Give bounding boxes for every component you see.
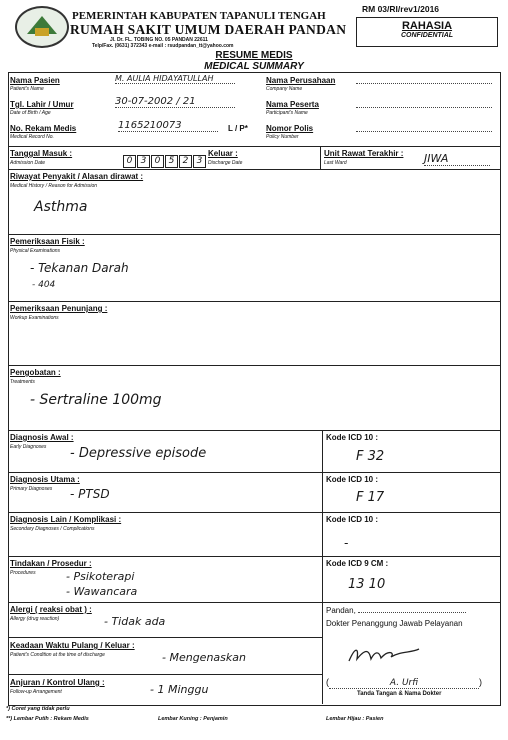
participant-field[interactable] [356,106,492,108]
company-sub: Company Name [266,86,303,92]
followup-label: Anjuran / Kontrol Ulang : [10,678,105,687]
admission-date-boxes[interactable] [123,150,207,168]
workup-label: Pemeriksaan Penunjang : [10,304,108,313]
other-icd-value[interactable]: - [344,536,349,550]
main-dx-sub: Primary Diagnoses [10,486,53,492]
procedure-sub: Procedures [10,570,36,576]
sign-place [326,606,466,615]
divider [322,430,323,602]
divider [8,234,500,235]
name-label: Nama Pasien [10,76,60,85]
main-dx-label: Diagnosis Utama : [10,475,80,484]
admission-sub: Admission Date [10,160,46,166]
allergy-label: Alergi ( reaksi obat ) : [10,605,92,614]
workup-sub: Workup Examinations [10,315,59,321]
patient-dob[interactable]: 30-07-2002 / 21 [115,96,235,108]
sign-date-dots[interactable] [358,612,466,613]
admission-label: Tanggal Masuk : [10,149,73,158]
policy-label: Nomor Polis [266,124,314,133]
patient-name[interactable]: M. AULIA HIDAYATULLAH [115,74,235,84]
early-icd-value[interactable]: F 32 [356,449,385,464]
sign-caption: Tanda Tangan & Nama Dokter [357,691,442,697]
exam-line-2[interactable]: - 404 [32,280,56,290]
divider [8,430,500,431]
doctor-name-line: ( A. Urfi ) [326,677,482,688]
main-icd-value[interactable]: F 17 [356,490,385,505]
form-code: RM 03/RI/rev1/2016 [362,4,440,14]
participant-label: Nama Peserta [266,100,319,109]
other-dx-sub: Secondary Diagnoses / Complications [10,526,95,532]
ward-sub: Last Ward [324,160,347,166]
participant-sub: Participant's Name [266,110,308,116]
policy-sub: Policy Number [266,134,299,140]
hospital-address: Jl. Dr. FL. TOBING NO. 05 PANDAN 22611 [110,37,208,43]
page-title: RESUME MEDIS [215,50,293,61]
early-icd-label: Kode ICD 10 : [326,433,379,442]
discharge-label: Keluar : [208,149,238,158]
divider [8,365,500,366]
mrn-label: No. Rekam Medis [10,124,77,133]
dob-sub: Date of Birth / Age [10,110,51,116]
divider [320,146,321,169]
footer-note-4: Lembar Hijau : Pasien [326,716,384,722]
confidential-sub: CONFIDENTIAL [400,32,454,39]
allergy-value[interactable]: - Tidak ada [104,615,166,628]
discharge-sub: Discharge Date [208,160,243,166]
main-icd-label: Kode ICD 10 : [326,475,379,484]
exam-sub: Physical Examinations [10,248,61,254]
ward-label: Unit Rawat Terakhir : [324,149,404,158]
allergy-sub: Allergy (drug reaction) [10,616,60,622]
early-dx-label: Diagnosis Awal : [10,433,74,442]
date-digit[interactable]: 0 [151,155,164,168]
divider [8,637,322,638]
treatment-label: Pengobatan : [10,368,61,377]
footer-note-2: **) Lembar Putih : Rekam Medis [6,716,89,722]
divider [322,602,323,704]
date-digit[interactable]: 3 [193,155,206,168]
treatment-sub: Treatments [10,379,35,385]
hospital-title: RUMAH SAKIT UMUM DAERAH PANDAN [70,22,347,37]
other-dx-label: Diagnosis Lain / Komplikasi : [10,515,122,524]
divider [8,472,500,473]
doctor-name[interactable]: A. Urfi [329,678,479,689]
mrn-sub: Medical Record No. [10,134,54,140]
other-icd-label: Kode ICD 10 : [326,515,379,524]
company-field[interactable] [356,82,492,84]
followup-value[interactable]: - 1 Minggu [150,683,209,696]
dob-label: Tgl. Lahir / Umur [10,100,74,109]
sex-option[interactable]: L / P* [228,124,248,133]
divider [8,674,322,675]
patient-mrn[interactable]: 1165210073 [118,120,218,132]
footer-note-1: *) Coret yang tidak perlu [6,706,70,712]
ward-value[interactable]: JIWA [424,152,490,166]
followup-sub: Follow-up Arrangement [10,689,62,695]
procedure-icd-label: Kode ICD 9 CM : [326,559,389,568]
name-sub: Patient's Name [10,86,44,92]
divider [8,169,500,170]
discharge-state-value[interactable]: - Mengenaskan [162,651,246,664]
hospital-contact: Telp/Fax. (0631) 372343 e-mail : rsudpandan_tt@yahoo.com [92,43,234,49]
exam-line-1[interactable]: - Tekanan Darah [30,261,129,275]
hospital-logo [15,6,69,48]
footer-note-3: Lembar Kuning : Penjamin [158,716,228,722]
history-value[interactable]: Asthma [34,199,88,215]
divider [8,556,500,557]
procedure-line-1[interactable]: - Psikoterapi [66,570,135,583]
page-title-en: MEDICAL SUMMARY [204,61,304,72]
date-digit[interactable]: 3 [137,155,150,168]
divider [8,512,500,513]
early-dx-sub: Early Diagnoses [10,444,47,450]
logo-emblem-icon [17,8,67,46]
confidential-label: RAHASIA [401,20,453,32]
date-digit[interactable]: 5 [165,155,178,168]
procedure-line-2[interactable]: - Wawancara [66,585,138,598]
gov-title: PEMERINTAH KABUPATEN TAPANULI TENGAH [72,10,326,22]
procedure-label: Tindakan / Prosedur : [10,559,92,568]
early-dx-value[interactable]: - Depressive episode [70,446,207,461]
confidential-box [356,17,498,47]
history-label: Riwayat Penyakit / Alasan dirawat : [10,172,144,181]
divider [8,146,500,147]
sign-role: Dokter Penanggung Jawab Pelayanan [326,619,463,628]
exam-label: Pemeriksaan Fisik : [10,237,85,246]
history-sub: Medical History / Reason for Admission [10,183,98,189]
date-digit[interactable]: 0 [123,155,136,168]
signature-scribble-icon [345,643,425,667]
doctor-signature[interactable] [345,643,425,672]
company-label: Nama Perusahaan [266,76,336,85]
policy-field[interactable] [356,130,492,132]
discharge-state-label: Keadaan Waktu Pulang / Keluar : [10,641,135,650]
sign-place-label: Pandan, [326,606,356,615]
procedure-icd-value[interactable]: 13 10 [348,577,386,592]
divider [8,602,500,603]
divider [8,301,500,302]
main-dx-value[interactable]: - PTSD [70,487,110,501]
treatment-value[interactable]: - Sertraline 100mg [30,392,162,408]
discharge-state-sub: Patient's Condition at the time of discharge [10,652,105,658]
date-digit[interactable]: 2 [179,155,192,168]
